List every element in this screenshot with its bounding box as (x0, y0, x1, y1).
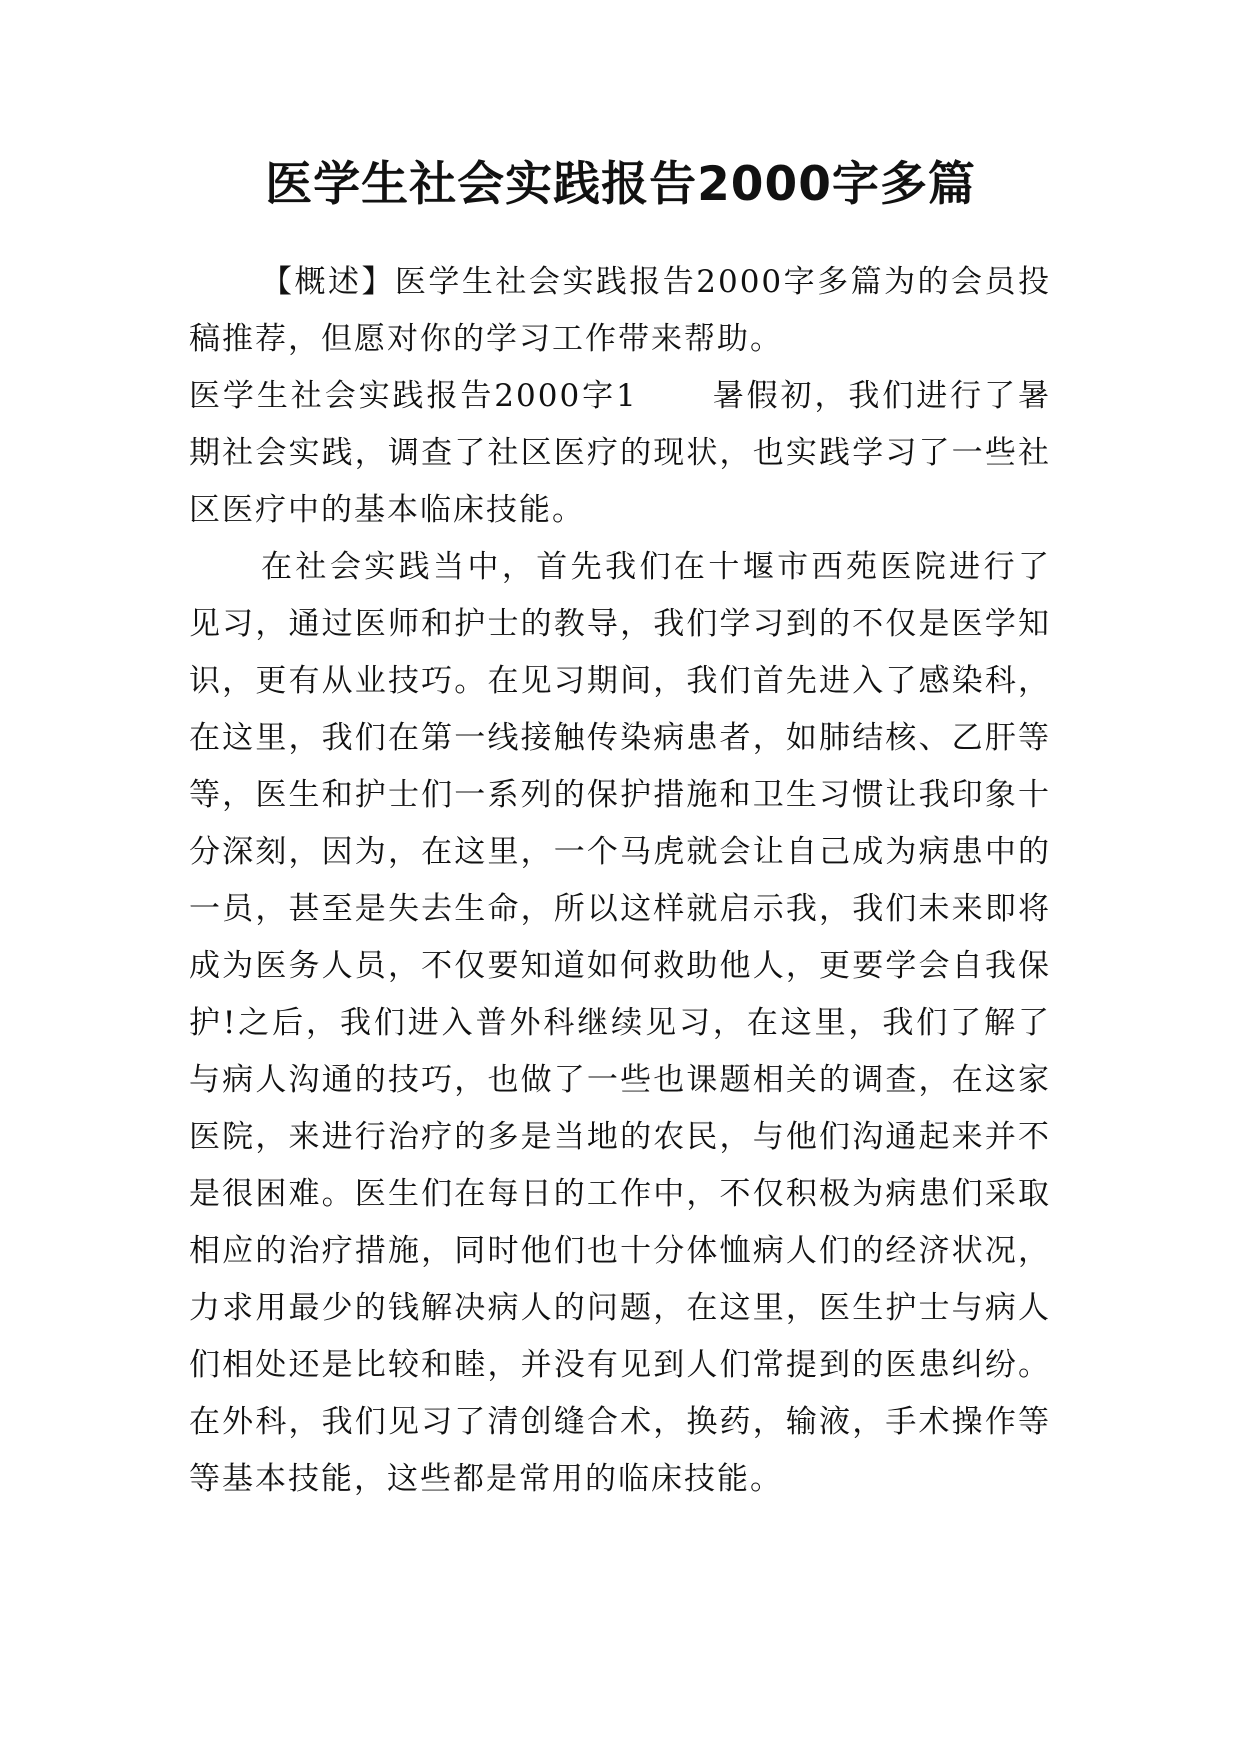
document-title: 医学生社会实践报告2000字多篇 (265, 157, 976, 212)
text-line: 见习，通过医师和护士的教导，我们学习到的不仅是医学知 (189, 606, 1051, 642)
text-line: 力求用最少的钱解决病人的问题，在这里，医生护士与病人 (189, 1290, 1051, 1326)
text-line: 医院，来进行治疗的多是当地的农民，与他们沟通起来并不 (189, 1119, 1051, 1155)
text-line: 是很困难。医生们在每日的工作中，不仅积极为病患们采取 (189, 1176, 1051, 1212)
text-line: 一员，甚至是失去生命，所以这样就启示我，我们未来即将 (189, 891, 1051, 927)
text-line: 在社会实践当中，首先我们在十堰市西苑医院进行了 (261, 549, 1051, 585)
text-line: 等基本技能，这些都是常用的临床技能。 (189, 1461, 783, 1497)
text-line (189, 376, 1051, 416)
text-line: 识，更有从业技巧。在见习期间，我们首先进入了感染科， (189, 663, 1051, 699)
section-subtitle: 医学生社会实践报告2000字1 (189, 378, 638, 414)
text-line: 们相处还是比较和睦，并没有见到人们常提到的医患纠纷。 (189, 1347, 1051, 1383)
text-line: 在这里，我们在第一线接触传染病患者，如肺结核、乙肝等 (189, 720, 1051, 756)
text-fragment: 暑假初，我们进行了暑 (711, 378, 1051, 414)
text-line: 护!之后，我们进入普外科继续见习，在这里，我们了解了 (189, 1005, 1051, 1041)
text-line: 分深刻，因为，在这里，一个马虎就会让自己成为病患中的 (189, 834, 1051, 870)
text-line: 成为医务人员，不仅要知道如何救助他人，更要学会自我保 (189, 948, 1051, 984)
text-line: 期社会实践，调查了社区医疗的现状，也实践学习了一些社 (189, 435, 1051, 471)
text-line: 与病人沟通的技巧，也做了一些也课题相关的调查，在这家 (189, 1062, 1051, 1098)
text-line: 稿推荐，但愿对你的学习工作带来帮助。 (189, 321, 783, 357)
text-line: 【概述】医学生社会实践报告2000字多篇为的会员投 (261, 264, 1051, 300)
text-line: 相应的治疗措施，同时他们也十分体恤病人们的经济状况， (189, 1233, 1051, 1269)
text-line: 区医疗中的基本临床技能。 (189, 492, 585, 528)
text-line: 等，医生和护士们一系列的保护措施和卫生习惯让我印象十 (189, 777, 1051, 813)
text-line: 在外科，我们见习了清创缝合术，换药，输液，手术操作等 (189, 1404, 1051, 1440)
